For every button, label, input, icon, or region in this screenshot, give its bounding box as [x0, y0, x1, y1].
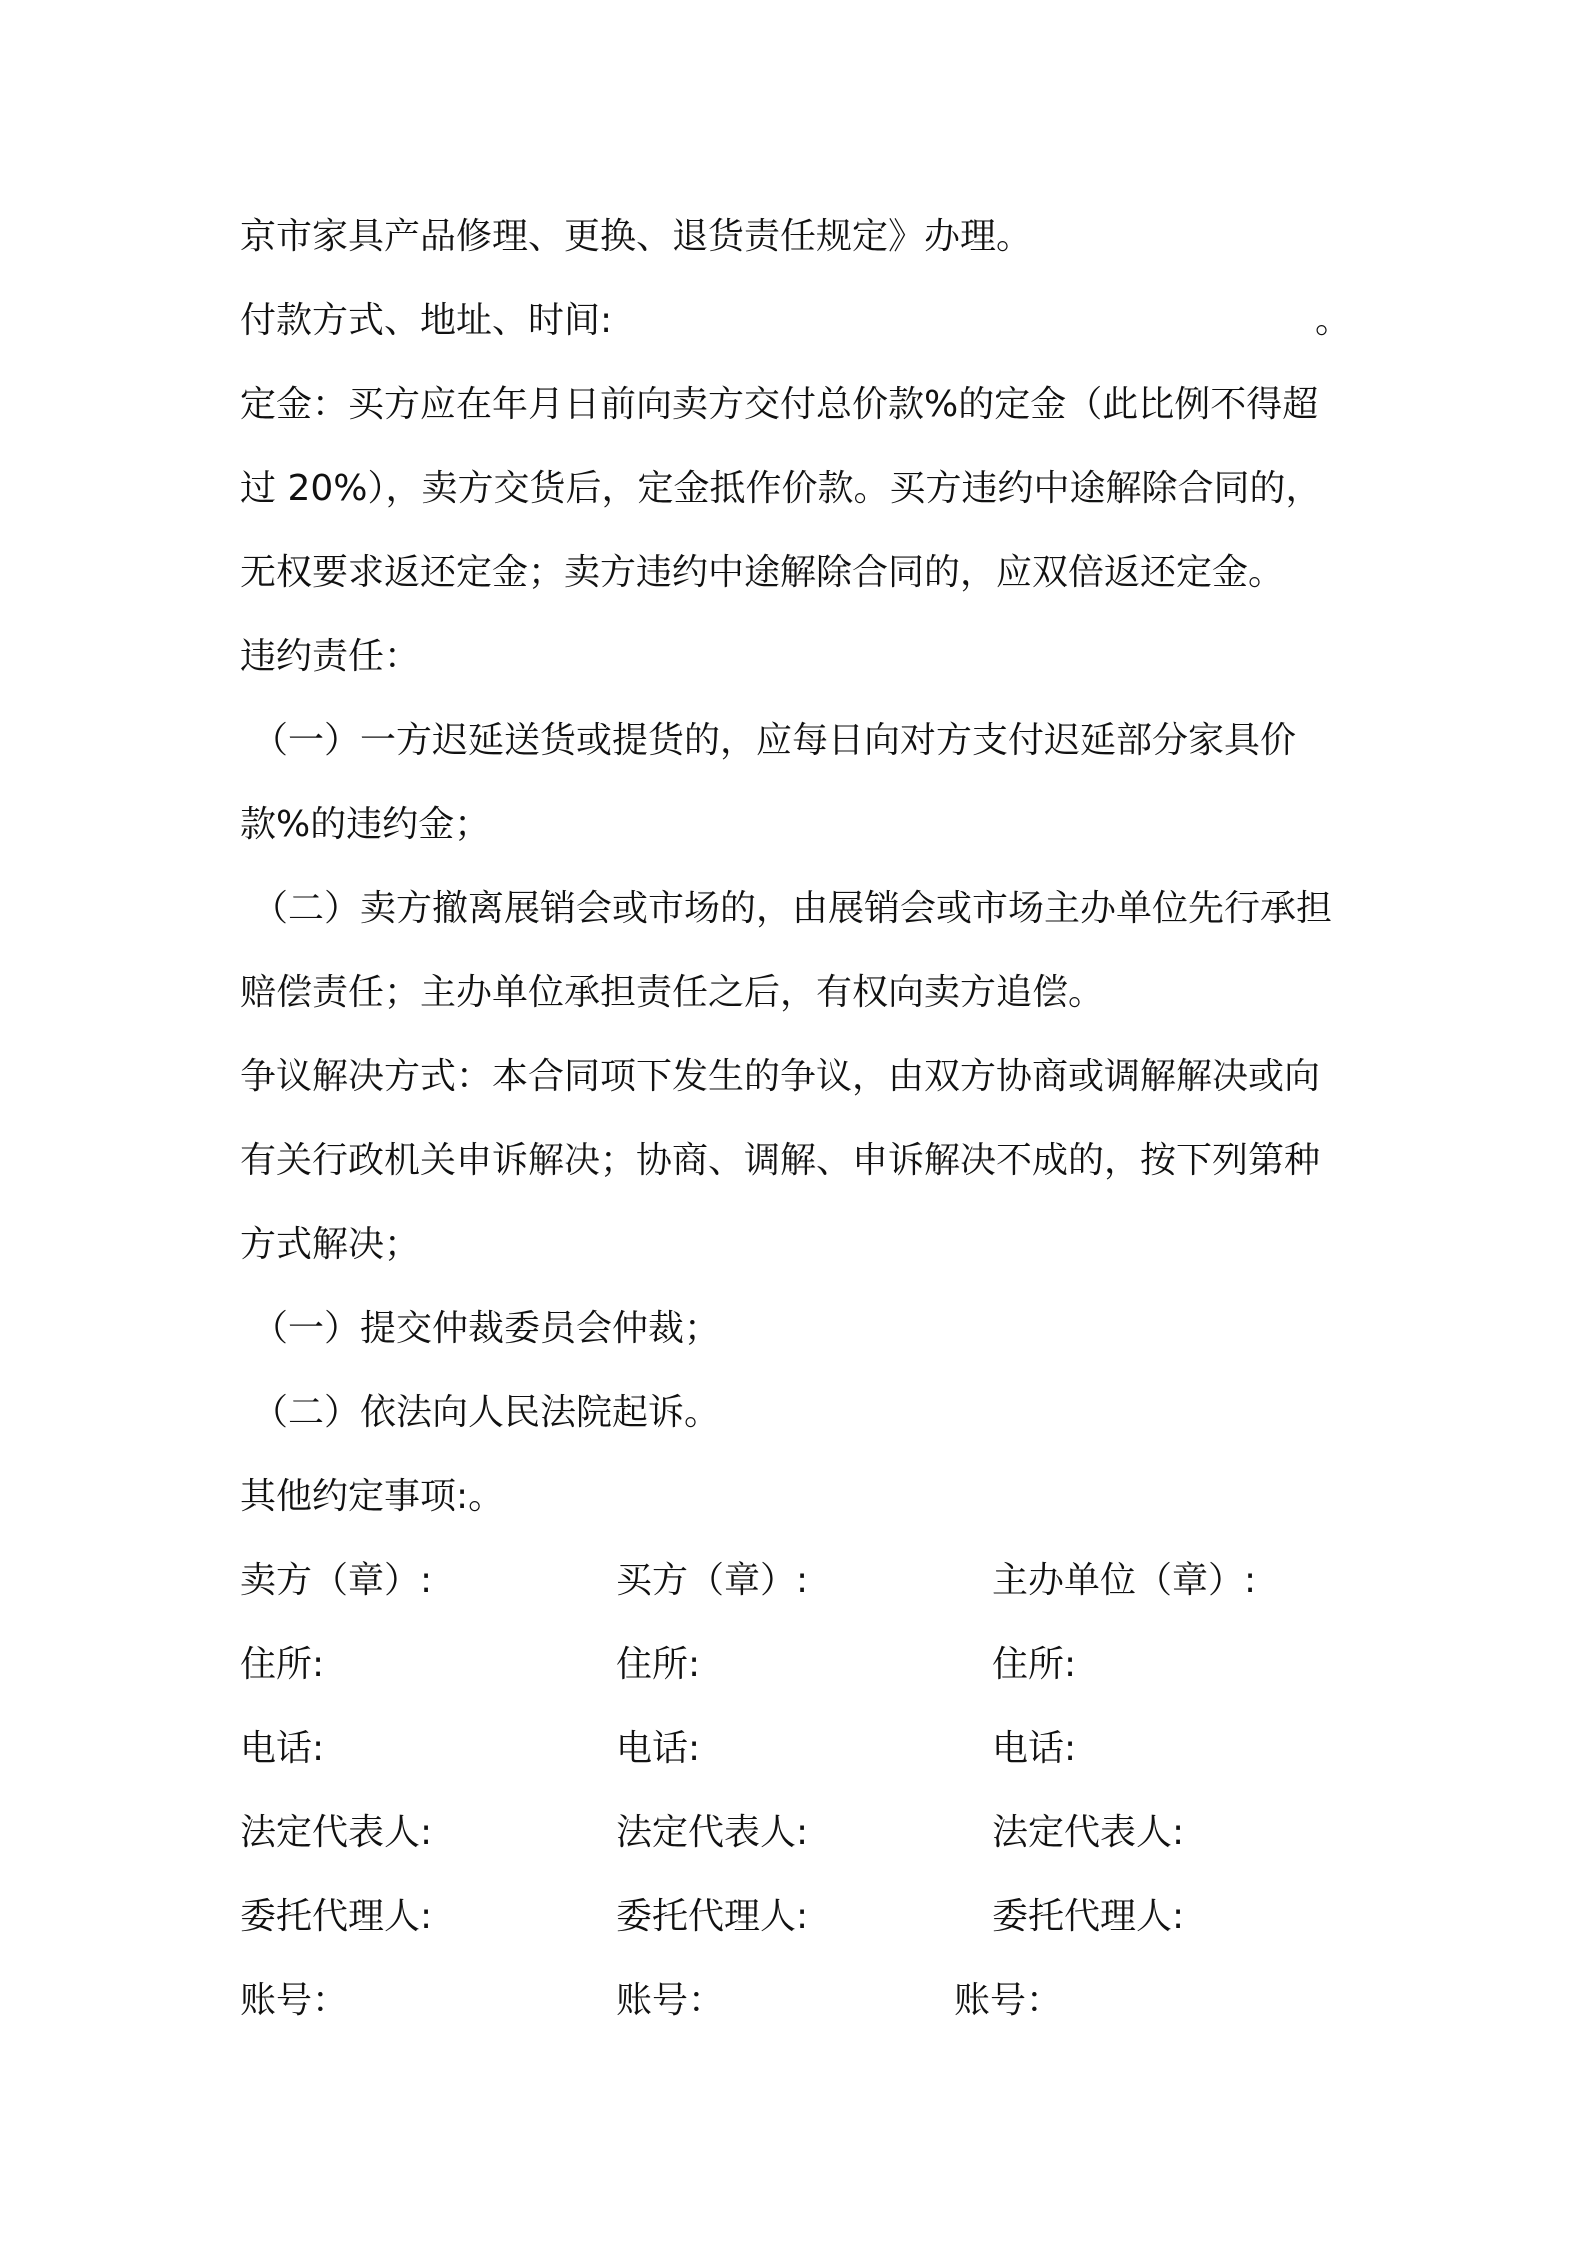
seller-account-label: 账号：: [240, 1980, 349, 2021]
payment-line: [240, 279, 1360, 363]
organizer-legal-rep-label: 法定代表人:: [992, 1812, 1185, 1853]
seller-seal-label: 卖方（章）:: [240, 1560, 433, 1601]
buyer-legal-rep-label: 法定代表人:: [616, 1812, 809, 1853]
seller-agent-label: 委托代理人:: [240, 1896, 433, 1937]
other-terms-line: 其他约定事项:。: [240, 1476, 505, 1517]
text-line-8: 款%的违约金；: [240, 804, 491, 845]
organizer-phone-label: 电话:: [992, 1728, 1077, 1769]
organizer-address-label: 住所:: [992, 1644, 1077, 1685]
organizer-agent-label: 委托代理人:: [992, 1896, 1185, 1937]
text-line-12: 有关行政机关申诉解决；协商、调解、申诉解决不成的，按下列第种: [240, 1140, 1321, 1181]
signature-block: [240, 1539, 1360, 2043]
text-line-13: 方式解决；: [240, 1224, 421, 1265]
organizer-seal-label: 主办单位（章）:: [992, 1560, 1257, 1601]
text-line-4: 过 20%），卖方交货后，定金抵作价款。买方违约中途解除合同的，: [240, 468, 1322, 509]
signature-row-seal: [240, 1539, 1360, 1623]
text-line-1: 京市家具产品修理、更换、退货责任规定》办理。: [240, 216, 1033, 257]
buyer-account-label: 账号：: [616, 1980, 725, 2021]
signature-row-phone: [240, 1707, 1360, 1791]
buyer-phone-label: 电话:: [616, 1728, 701, 1769]
text-line-15: （二）依法向人民法院起诉。: [252, 1392, 721, 1433]
payment-line-label: 付款方式、地址、时间:: [240, 300, 613, 341]
text-line-7: （一）一方迟延送货或提货的，应每日向对方支付迟延部分家具价: [252, 720, 1297, 761]
seller-legal-rep-label: 法定代表人:: [240, 1812, 433, 1853]
text-line-11: 争议解决方式：本合同项下发生的争议，由双方协商或调解解决或向: [240, 1056, 1321, 1097]
text-line-5: 无权要求返还定金；卖方违约中途解除合同的，应双倍返还定金。: [240, 552, 1285, 593]
text-line-3: 定金：买方应在年月日前向卖方交付总价款%的定金（此比例不得超: [240, 384, 1319, 425]
organizer-account-label: 账号：: [954, 1980, 1063, 2021]
seller-phone-label: 电话:: [240, 1728, 325, 1769]
seller-address-label: 住所:: [240, 1644, 325, 1685]
buyer-seal-label: 买方（章）:: [616, 1560, 809, 1601]
buyer-address-label: 住所:: [616, 1644, 701, 1685]
payment-line-end: 。: [1315, 300, 1352, 341]
signature-row-agent: [240, 1875, 1360, 1959]
signature-row-address: [240, 1623, 1360, 1707]
document-page: [240, 195, 1360, 2043]
signature-row-account: [240, 1959, 1360, 2043]
signature-row-legal-rep: [240, 1791, 1360, 1875]
text-line-9: （二）卖方撤离展销会或市场的，由展销会或市场主办单位先行承担: [252, 888, 1333, 929]
text-line-10: 赔偿责任；主办单位承担责任之后，有权向卖方追偿。: [240, 972, 1105, 1013]
text-line-14: （一）提交仲裁委员会仲裁；: [252, 1308, 721, 1349]
breach-heading: 违约责任：: [240, 636, 421, 677]
buyer-agent-label: 委托代理人:: [616, 1896, 809, 1937]
